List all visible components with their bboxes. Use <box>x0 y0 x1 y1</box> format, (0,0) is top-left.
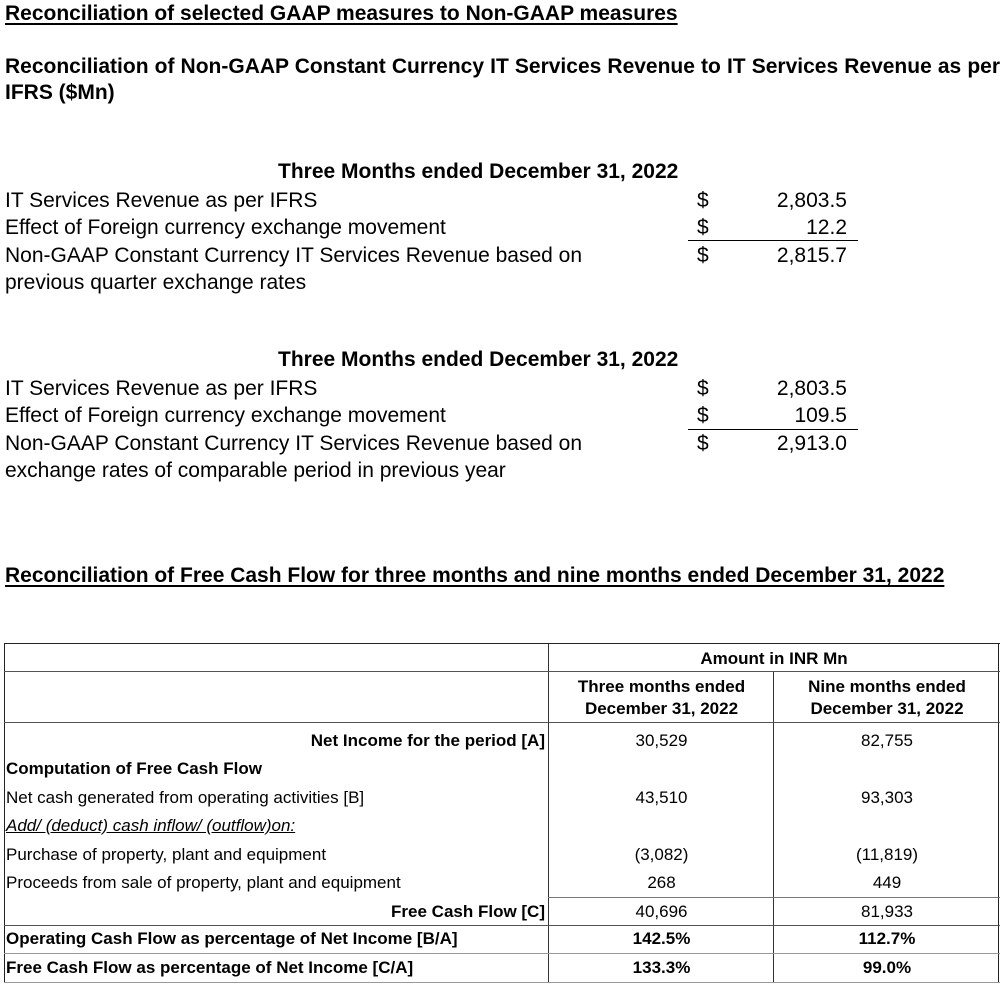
row-label-free-cash-flow: Free Cash Flow [C] <box>391 902 545 921</box>
row-label: IT Services Revenue as per IFRS <box>5 189 318 212</box>
row-label: Non-GAAP Constant Currency IT Services Revenue based on <box>5 244 583 267</box>
cell-value: 82,755 <box>861 731 913 750</box>
cell-value: 93,303 <box>861 788 913 807</box>
period-header: Three Months ended December 31, 2022 <box>278 348 679 371</box>
cell-value: 449 <box>872 873 902 892</box>
cell-value: 40,696 <box>635 902 688 921</box>
cell-value: (3,082) <box>634 845 689 864</box>
row-divider <box>548 897 1000 898</box>
row-label: IT Services Revenue as per IFRS <box>5 377 318 400</box>
row-label-proceeds-ppe: Proceeds from sale of property, plant and equipment <box>6 873 401 892</box>
amount-value: 2,803.5 <box>776 189 847 212</box>
row-label: Non-GAAP Constant Currency IT Services Revenue based on <box>5 432 583 455</box>
constant-currency-heading: Reconciliation of Non-GAAP Constant Currency IT Services Revenue to IT Services Revenue as per IFRS ($Mn) <box>5 55 1000 104</box>
amount-value: 2,803.5 <box>776 377 847 400</box>
cell-value: 43,510 <box>635 788 688 807</box>
amount-value: 109.5 <box>794 404 847 427</box>
row-divider <box>4 722 1000 723</box>
period-header: Three Months ended December 31, 2022 <box>278 160 679 183</box>
row-label-computation: Computation of Free Cash Flow <box>6 759 262 778</box>
cell-value: 81,933 <box>861 902 913 921</box>
currency-symbol: $ <box>697 404 709 427</box>
row-label-fcf-percentage: Free Cash Flow as percentage of Net Income [C/A] <box>6 958 414 977</box>
col-header-nine-months: Nine months ended <box>808 677 966 696</box>
amount-value: 2,913.0 <box>776 432 847 455</box>
amount-value: 2,815.7 <box>776 244 847 267</box>
col-header-nine-months-date: December 31, 2022 <box>810 699 964 718</box>
free-cash-flow-heading: Reconciliation of Free Cash Flow for three months and nine months ended December 31, 2022 <box>5 564 945 587</box>
col-header-three-months: Three months ended <box>577 677 746 696</box>
row-divider <box>4 671 1000 672</box>
row-label-ocf-percentage: Operating Cash Flow as percentage of Net Income [B/A] <box>6 929 458 948</box>
row-label-add-deduct: Add/ (deduct) cash inflow/ (outflow)on: <box>6 816 296 835</box>
cell-value: 142.5% <box>632 929 691 948</box>
currency-symbol: $ <box>697 189 709 212</box>
cell-value: (11,819) <box>855 845 919 864</box>
cell-value: 133.3% <box>632 958 691 977</box>
cell-value: 112.7% <box>858 929 916 948</box>
row-label: Effect of Foreign currency exchange movement <box>5 216 446 239</box>
row-label-operating-cash: Net cash generated from operating activities [B] <box>6 788 365 807</box>
row-label: Effect of Foreign currency exchange movement <box>5 404 446 427</box>
table-border-bottom <box>4 982 1000 983</box>
unit-header: Amount in INR Mn <box>700 649 848 668</box>
row-label-continued: exchange rates of comparable period in previous year <box>5 459 506 482</box>
currency-symbol: $ <box>697 244 709 267</box>
amount-value: 12.2 <box>806 216 847 239</box>
currency-symbol: $ <box>697 377 709 400</box>
free-cash-flow-table <box>4 643 1000 983</box>
cell-value: 268 <box>647 873 676 892</box>
row-label-purchase-ppe: Purchase of property, plant and equipment <box>6 845 327 864</box>
table-border-top <box>4 643 1000 644</box>
row-divider <box>4 953 1000 954</box>
currency-symbol: $ <box>697 216 709 239</box>
page-title: Reconciliation of selected GAAP measures to Non-GAAP measures <box>5 2 678 25</box>
cell-value: 30,529 <box>635 731 688 750</box>
row-label-continued: previous quarter exchange rates <box>5 271 307 294</box>
row-divider <box>4 925 1000 926</box>
row-label-net-income: Net Income for the period [A] <box>310 731 545 750</box>
total-rule <box>688 240 858 241</box>
col-header-three-months-date: December 31, 2022 <box>584 699 739 718</box>
currency-symbol: $ <box>697 432 709 455</box>
cell-value: 99.0% <box>862 958 912 977</box>
